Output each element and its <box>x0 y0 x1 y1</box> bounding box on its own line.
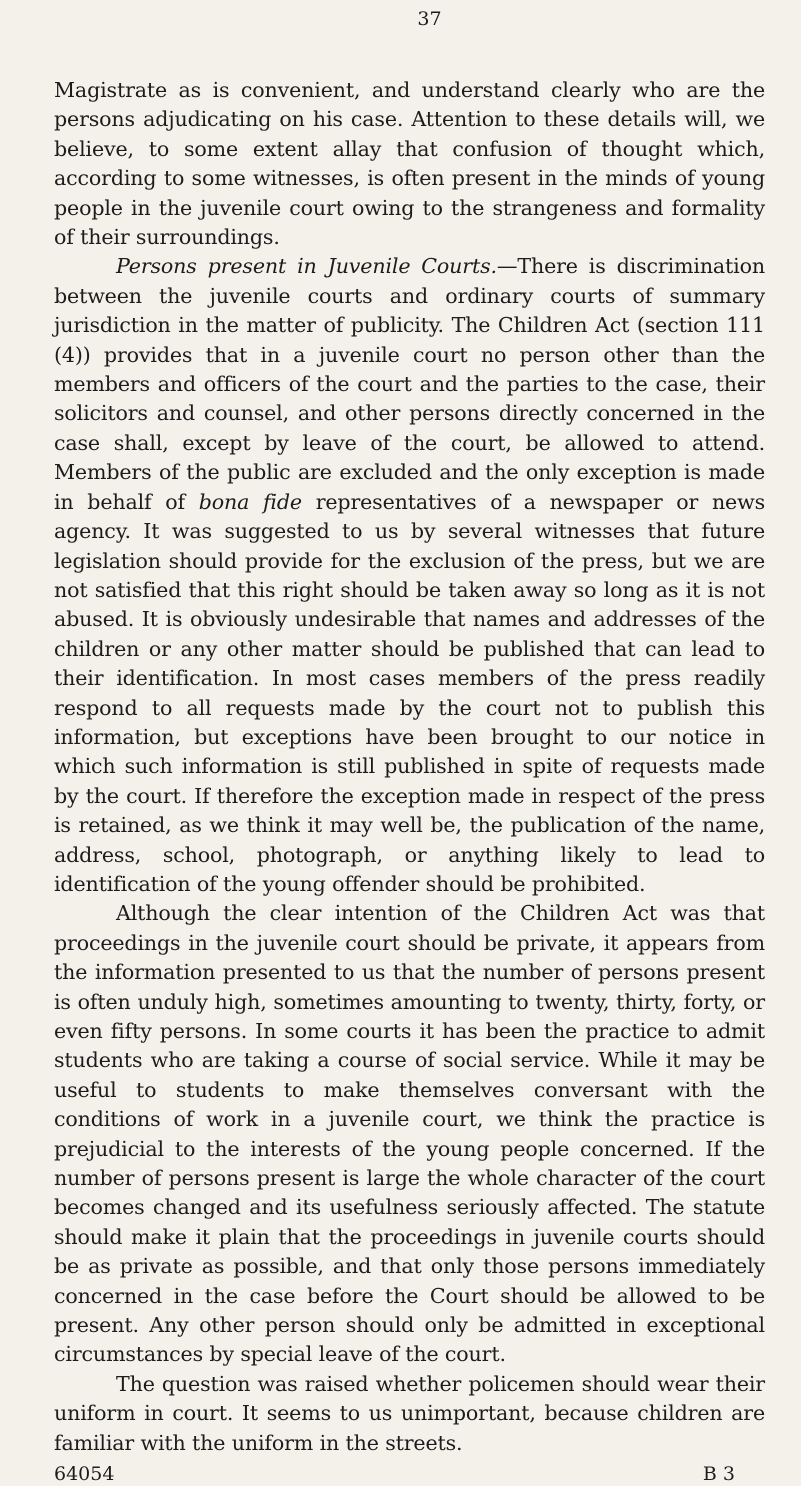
print-code: 64054 <box>54 1463 115 1486</box>
paragraph-3: Although the clear intention of the Children Act was that proceedings in the juvenile court should be private, it appears from the information presented to us that the number of persons present is often unduly high, sometimes amounting to twenty, thirty, forty, or even fifty persons. In some courts it has been the practice to admit students who are taking a course of social service. While it may be useful to students to make themselves conversant with the conditions of work in a juvenile court, we think the practice is prejudicial to the interests of the young people concerned. If the number of persons present is large the whole character of the court becomes changed and its usefulness seriously affected. The statute should make it plain that the proceedings in juvenile courts should be as private as possible, and that only those persons immediately concerned in the case before the Court should be allowed to be present. Any other person should only be admitted in exceptional circumstances by special leave of the court. <box>54 901 765 1367</box>
paragraph-2-text-b: representatives of a newspaper or news agency. It was suggested to us by several witnesses that future legislation should provide for the exclusion of the press, but we are not satisfied that this right should be taken away so long as it is not abused. It is obviously undesirable that names and addresses of the children or any other matter should be published that can lead to their identification. In most cases members of the press readily respond to all requests made by the court not to publish this information, but exceptions have been brought to our notice in which such information is still published in spite of requests made by the court. If therefore the exception made in respect of the press is retained, as we think it may well be, the publication of the name, address, school, photograph, or anything likely to lead to identification of the young offender should be prohibited. <box>54 489 765 896</box>
signature-mark: B 3 <box>702 1463 735 1486</box>
paragraph-4: The question was raised whether policemen should wear their uniform in court. It seems to us unimportant, because children are familiar with the uniform in the streets. <box>54 1371 765 1455</box>
section-heading: Persons present in Juvenile Courts. <box>116 254 497 279</box>
paragraph-2 <box>54 252 765 899</box>
page-number: 37 <box>417 8 442 30</box>
paragraph-1: Magistrate as is convenient, and understand clearly who are the persons adjudicating on his case. Attention to these details will, we believe, to some extent allay that confusion of thought which, according to some witnesses, is often present in the minds of young people in the juvenile court owing to the strangeness and formality of their surroundings. <box>54 78 765 250</box>
paragraph-2-italic: bona fide <box>198 489 302 514</box>
paragraph-2-text-a: —There is discrimination between the juvenile courts and ordinary courts of summary jurisdiction in the matter of publicity. The Children Act (section 111 (4)) provides that in a juvenile court no person other than the members and officers of the court and the parties to the case, their solicitors and counsel, and other persons directly concerned in the case shall, except by leave of the court, be allowed to attend. Members of the public are excluded and the only exception is made in behalf of <box>54 254 765 514</box>
page-footer <box>54 1462 765 1486</box>
